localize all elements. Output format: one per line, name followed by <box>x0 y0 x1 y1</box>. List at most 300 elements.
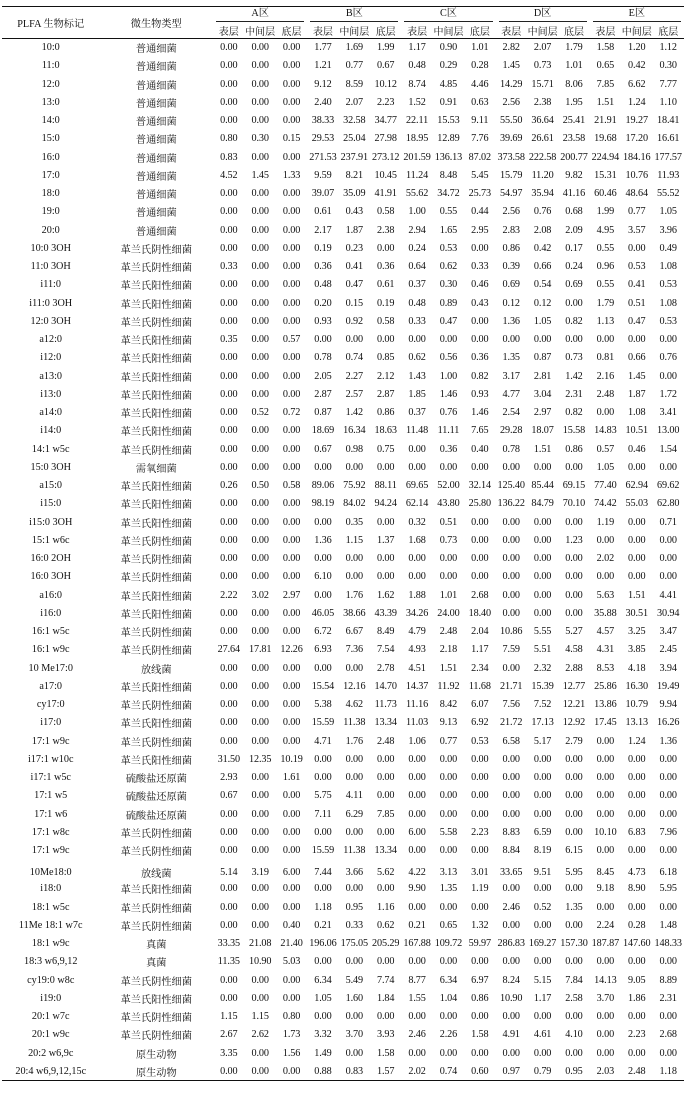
value-cell: 0.00 <box>471 553 489 565</box>
value-cell: 0.77 <box>439 735 458 747</box>
value-cell: 125.40 <box>497 480 525 492</box>
value-cell: 87.02 <box>468 151 492 163</box>
value-cell: 1.20 <box>628 42 646 54</box>
value-cell: 0.00 <box>220 808 238 820</box>
value-cell: 14.37 <box>405 680 429 692</box>
header-layer: 表层 <box>595 26 616 38</box>
table-row <box>2 623 684 641</box>
value-cell: 0.00 <box>596 534 615 546</box>
value-cell: 0.00 <box>282 297 301 309</box>
value-cell: 1.18 <box>659 1065 677 1077</box>
value-cell: 0.67 <box>376 60 395 72</box>
value-cell: 0.00 <box>439 553 458 565</box>
value-cell: 0.00 <box>565 607 583 619</box>
value-cell: 0.57 <box>596 443 615 455</box>
value-cell: 4.52 <box>220 169 238 181</box>
type-cell: 革兰氏阳性细菌 <box>120 299 192 311</box>
value-cell: 0.00 <box>408 790 426 802</box>
value-cell: 0.00 <box>596 772 615 784</box>
value-cell: 0.44 <box>471 206 489 218</box>
value-cell: 18.41 <box>656 115 680 127</box>
marker-cell: i13:0 <box>40 388 62 400</box>
value-cell: 0.61 <box>376 279 395 291</box>
value-cell: 2.93 <box>220 772 238 784</box>
value-cell: 14.83 <box>594 425 617 437</box>
value-cell: 7.11 <box>314 808 332 820</box>
type-cell: 革兰氏阳性细菌 <box>120 409 192 421</box>
value-cell: 5.51 <box>533 644 552 656</box>
value-cell: 2.23 <box>376 96 395 108</box>
value-cell: 7.85 <box>376 808 395 820</box>
value-cell: 0.33 <box>471 261 489 273</box>
value-cell: 2.87 <box>314 388 332 400</box>
value-cell: 0.00 <box>282 607 301 619</box>
value-cell: 35.88 <box>594 607 617 619</box>
value-cell: 0.00 <box>502 534 520 546</box>
value-cell: 1.49 <box>314 1047 332 1059</box>
table-row <box>2 750 684 768</box>
value-cell: 1.17 <box>533 992 552 1004</box>
marker-cell: 18:0 <box>41 188 60 200</box>
value-cell: 2.97 <box>282 589 301 601</box>
value-cell: 0.00 <box>220 42 238 54</box>
value-cell: 0.36 <box>471 352 489 364</box>
value-cell: 11.20 <box>531 169 554 181</box>
value-cell: 0.00 <box>565 790 583 802</box>
value-cell: 6.29 <box>345 808 364 820</box>
value-cell: 0.00 <box>628 1011 646 1023</box>
value-cell: 0.00 <box>282 370 301 382</box>
value-cell: 0.00 <box>596 334 615 346</box>
value-cell: 94.24 <box>374 498 397 510</box>
value-cell: 0.00 <box>439 790 458 802</box>
value-cell: 0.00 <box>659 901 677 913</box>
value-cell: 4.85 <box>439 78 458 90</box>
value-cell: 3.13 <box>439 866 458 878</box>
value-cell: 0.00 <box>596 407 615 419</box>
value-cell: 17.20 <box>625 133 648 145</box>
value-cell: 8.90 <box>628 883 646 895</box>
value-cell: 3.02 <box>251 589 269 601</box>
value-cell: 0.00 <box>565 553 583 565</box>
table-row <box>2 239 684 257</box>
marker-cell: 17:1 w6 <box>34 808 68 820</box>
value-cell: 0.00 <box>251 883 269 895</box>
value-cell: 21.08 <box>248 938 272 950</box>
value-cell: 0.00 <box>502 1011 520 1023</box>
value-cell: 177.57 <box>654 151 682 163</box>
marker-cell: 20:1 w7c <box>31 1011 70 1023</box>
value-cell: 0.79 <box>533 1065 552 1077</box>
header-layer: 底层 <box>563 26 584 38</box>
type-cell: 革兰氏阴性细菌 <box>120 573 192 585</box>
value-cell: 1.05 <box>659 206 677 218</box>
value-cell: 0.80 <box>282 1011 301 1023</box>
value-cell: 1.58 <box>376 1047 395 1059</box>
table-row <box>2 57 684 75</box>
type-cell: 革兰氏阴性细菌 <box>120 536 192 548</box>
value-cell: 0.00 <box>282 992 301 1004</box>
value-cell: 29.53 <box>311 133 335 145</box>
value-cell: 0.00 <box>376 242 395 254</box>
table-row <box>2 568 684 586</box>
value-cell: 0.30 <box>439 279 458 291</box>
value-cell: 0.00 <box>439 808 458 820</box>
value-cell: 2.48 <box>439 626 458 638</box>
value-cell: 0.00 <box>565 883 583 895</box>
table-row <box>2 531 684 549</box>
value-cell: 3.93 <box>376 1029 395 1041</box>
marker-cell: 17:1 w9c <box>31 845 70 857</box>
value-cell: 0.56 <box>439 352 458 364</box>
value-cell: 84.79 <box>531 498 554 510</box>
type-cell: 革兰氏阴性细菌 <box>120 263 192 275</box>
value-cell: 1.77 <box>314 42 332 54</box>
value-cell: 0.82 <box>471 370 489 382</box>
value-cell: 1.05 <box>596 461 615 473</box>
value-cell: 7.59 <box>502 644 520 656</box>
value-cell: 2.31 <box>565 388 583 400</box>
value-cell: 0.00 <box>471 461 489 473</box>
value-cell: 0.19 <box>314 242 332 254</box>
value-cell: 0.00 <box>220 680 238 692</box>
value-cell: 1.85 <box>408 388 426 400</box>
value-cell: 0.00 <box>251 352 269 364</box>
value-cell: 4.61 <box>533 1029 552 1041</box>
value-cell: 25.80 <box>468 498 492 510</box>
value-cell: 41.91 <box>374 188 397 200</box>
value-cell: 273.12 <box>371 151 400 163</box>
marker-cell: a12:0 <box>39 334 63 346</box>
value-cell: 34.72 <box>437 188 460 200</box>
value-cell: 196.06 <box>309 938 337 950</box>
value-cell: 157.30 <box>560 938 588 950</box>
value-cell: 0.00 <box>408 901 426 913</box>
value-cell: 0.00 <box>282 388 301 400</box>
marker-cell: i17:1 w5c <box>30 772 71 784</box>
value-cell: 2.46 <box>408 1029 426 1041</box>
value-cell: 0.00 <box>471 571 489 583</box>
value-cell: 2.12 <box>376 370 395 382</box>
value-cell: 15.59 <box>311 717 335 729</box>
value-cell: 0.33 <box>345 919 364 931</box>
value-cell: 8.84 <box>502 845 520 857</box>
value-cell: 1.46 <box>439 388 458 400</box>
value-cell: 1.88 <box>408 589 426 601</box>
table-row <box>2 349 684 367</box>
value-cell: 0.46 <box>628 443 646 455</box>
value-cell: 6.67 <box>345 626 364 638</box>
value-cell: 12.35 <box>248 753 272 765</box>
value-cell: 6.72 <box>314 626 332 638</box>
value-cell: 7.74 <box>376 974 395 986</box>
value-cell: 2.82 <box>502 42 520 54</box>
value-cell: 0.00 <box>376 516 395 528</box>
value-cell: 2.05 <box>314 370 332 382</box>
value-cell: 0.24 <box>565 261 583 273</box>
value-cell: 2.56 <box>502 206 520 218</box>
value-cell: 6.34 <box>439 974 458 986</box>
type-cell: 原生动物 <box>135 1049 177 1061</box>
value-cell: 14.70 <box>374 680 397 692</box>
value-cell: 0.00 <box>220 699 238 711</box>
value-cell: 0.00 <box>345 772 364 784</box>
value-cell: 0.86 <box>502 242 520 254</box>
value-cell: 0.00 <box>502 589 520 601</box>
value-cell: 16.61 <box>656 133 680 145</box>
value-cell: 0.35 <box>345 516 364 528</box>
header-layer: 表层 <box>218 26 239 38</box>
value-cell: 0.00 <box>220 992 238 1004</box>
value-cell: 0.00 <box>376 461 395 473</box>
value-cell: 7.36 <box>345 644 364 656</box>
value-cell: 0.00 <box>628 553 646 565</box>
value-cell: 0.00 <box>314 553 332 565</box>
marker-cell: i15:0 <box>40 498 62 510</box>
value-cell: 12.21 <box>562 699 586 711</box>
value-cell: 0.00 <box>502 790 520 802</box>
value-cell: 2.62 <box>251 1029 269 1041</box>
value-cell: 9.59 <box>314 169 332 181</box>
type-cell: 放线菌 <box>140 664 172 676</box>
table-body <box>2 39 684 1081</box>
value-cell: 0.46 <box>471 279 489 291</box>
value-cell: 0.00 <box>220 352 238 364</box>
value-cell: 11.48 <box>406 425 429 437</box>
value-cell: 373.58 <box>497 151 525 163</box>
value-cell: 167.88 <box>403 938 431 950</box>
value-cell: 0.21 <box>314 919 332 931</box>
value-cell: 169.27 <box>528 938 557 950</box>
value-cell: 0.00 <box>251 1065 269 1077</box>
value-cell: 0.53 <box>659 279 677 291</box>
value-cell: 0.49 <box>659 242 677 254</box>
value-cell: 0.75 <box>376 443 395 455</box>
value-cell: 0.78 <box>502 443 520 455</box>
value-cell: 0.00 <box>251 206 269 218</box>
value-cell: 15.71 <box>531 78 554 90</box>
value-cell: 1.08 <box>659 261 677 273</box>
value-cell: 1.08 <box>628 407 646 419</box>
value-cell: 0.00 <box>314 662 332 674</box>
value-cell: 0.00 <box>596 571 615 583</box>
marker-cell: a13:0 <box>39 370 63 382</box>
value-cell: 0.00 <box>502 571 520 583</box>
value-cell: 10.79 <box>625 699 648 711</box>
value-cell: 0.12 <box>533 297 552 309</box>
value-cell: 237.91 <box>340 151 369 163</box>
type-cell: 革兰氏阴性细菌 <box>120 737 192 749</box>
value-cell: 1.15 <box>345 534 364 546</box>
value-cell: 2.38 <box>533 96 552 108</box>
value-cell: 0.52 <box>251 407 269 419</box>
value-cell: 1.43 <box>408 370 426 382</box>
value-cell: 0.00 <box>376 772 395 784</box>
value-cell: 0.00 <box>659 571 677 583</box>
value-cell: 0.00 <box>345 956 364 968</box>
value-cell: 0.00 <box>251 534 269 546</box>
value-cell: 0.71 <box>659 516 677 528</box>
value-cell: 3.96 <box>659 224 677 236</box>
value-cell: 1.05 <box>533 315 552 327</box>
value-cell: 0.00 <box>282 662 301 674</box>
type-cell: 需氧细菌 <box>135 463 177 475</box>
value-cell: 0.00 <box>596 1047 615 1059</box>
type-cell: 革兰氏阳性细菌 <box>120 755 192 767</box>
value-cell: 0.00 <box>220 224 238 236</box>
value-cell: 0.82 <box>565 315 583 327</box>
value-cell: 1.23 <box>565 534 583 546</box>
value-cell: 5.95 <box>565 866 583 878</box>
value-cell: 21.71 <box>500 680 523 692</box>
value-cell: 0.00 <box>596 1029 615 1041</box>
type-cell: 革兰氏阴性细菌 <box>120 847 192 859</box>
value-cell: 200.77 <box>560 151 588 163</box>
value-cell: 0.92 <box>345 315 364 327</box>
table-row <box>2 404 684 422</box>
value-cell: 0.00 <box>345 662 364 674</box>
value-cell: 88.11 <box>374 480 397 492</box>
table-row <box>2 935 684 953</box>
value-cell: 1.72 <box>659 388 677 400</box>
value-cell: 224.94 <box>591 151 620 163</box>
value-cell: 5.58 <box>439 826 458 838</box>
value-cell: 0.00 <box>282 443 301 455</box>
value-cell: 0.00 <box>471 1011 489 1023</box>
value-cell: 24.00 <box>437 607 460 619</box>
value-cell: 0.00 <box>220 919 238 931</box>
value-cell: 1.19 <box>471 883 489 895</box>
value-cell: 0.00 <box>345 883 364 895</box>
value-cell: 1.15 <box>251 1011 269 1023</box>
value-cell: 10.90 <box>248 956 272 968</box>
value-cell: 2.08 <box>533 224 552 236</box>
value-cell: 0.00 <box>502 919 520 931</box>
value-cell: 0.00 <box>251 443 269 455</box>
value-cell: 0.00 <box>628 516 646 528</box>
marker-cell: 10Me18:0 <box>29 866 72 878</box>
value-cell: 0.00 <box>345 553 364 565</box>
value-cell: 0.00 <box>628 242 646 254</box>
value-cell: 0.00 <box>439 461 458 473</box>
value-cell: 17.81 <box>248 644 272 656</box>
value-cell: 0.43 <box>345 206 364 218</box>
table-row <box>2 312 684 330</box>
value-cell: 0.00 <box>220 901 238 913</box>
table-row <box>2 166 684 184</box>
type-cell: 革兰氏阴性细菌 <box>120 1031 192 1043</box>
value-cell: 0.72 <box>282 407 301 419</box>
marker-cell: i17:1 w10c <box>27 753 74 765</box>
value-cell: 9.12 <box>314 78 332 90</box>
value-cell: 11.03 <box>406 717 429 729</box>
value-cell: 1.95 <box>565 96 583 108</box>
type-cell: 革兰氏阴性细菌 <box>120 555 192 567</box>
value-cell: 0.00 <box>220 206 238 218</box>
value-cell: 0.41 <box>628 279 646 291</box>
value-cell: 48.64 <box>625 188 648 200</box>
value-cell: 0.00 <box>345 753 364 765</box>
marker-cell: 10:0 3OH <box>30 242 71 254</box>
value-cell: 0.69 <box>502 279 520 291</box>
table-row <box>2 550 684 568</box>
value-cell: 11.68 <box>468 680 491 692</box>
value-cell: 0.00 <box>314 772 332 784</box>
header-layer: 中间层 <box>245 26 276 38</box>
value-cell: 0.00 <box>502 662 520 674</box>
value-cell: 11.93 <box>657 169 680 181</box>
value-cell: 0.00 <box>439 956 458 968</box>
value-cell: 16.30 <box>625 680 648 692</box>
value-cell: 21.72 <box>500 717 523 729</box>
value-cell: 1.00 <box>439 370 458 382</box>
value-cell: 11.73 <box>374 699 397 711</box>
value-cell: 0.00 <box>282 96 301 108</box>
value-cell: 0.00 <box>251 78 269 90</box>
value-cell: 2.38 <box>376 224 395 236</box>
value-cell: 62.80 <box>656 498 680 510</box>
value-cell: 6.92 <box>471 717 489 729</box>
value-cell: 15.54 <box>311 680 335 692</box>
value-cell: 0.00 <box>282 279 301 291</box>
value-cell: 0.00 <box>345 571 364 583</box>
header-zone-e: E区 <box>590 7 684 23</box>
value-cell: 0.00 <box>282 571 301 583</box>
value-cell: 4.22 <box>408 866 426 878</box>
value-cell: 2.03 <box>596 1065 615 1077</box>
value-cell: 2.18 <box>439 644 458 656</box>
value-cell: 0.00 <box>251 974 269 986</box>
value-cell: 4.95 <box>596 224 615 236</box>
type-cell: 革兰氏阴性细菌 <box>120 903 192 915</box>
value-cell: 0.00 <box>220 553 238 565</box>
value-cell: 0.86 <box>471 992 489 1004</box>
type-cell: 普通细菌 <box>135 98 177 110</box>
marker-cell: 16:0 2OH <box>30 553 71 565</box>
value-cell: 0.64 <box>408 261 426 273</box>
value-cell: 0.00 <box>533 956 552 968</box>
value-cell: 2.24 <box>596 919 615 931</box>
value-cell: 3.66 <box>345 866 364 878</box>
value-cell: 36.64 <box>531 115 554 127</box>
value-cell: 0.00 <box>502 883 520 895</box>
value-cell: 0.00 <box>628 334 646 346</box>
value-cell: 0.00 <box>282 151 301 163</box>
value-cell: 0.00 <box>251 388 269 400</box>
value-cell: 0.00 <box>659 334 677 346</box>
value-cell: 1.36 <box>314 534 332 546</box>
value-cell: 0.28 <box>471 60 489 72</box>
value-cell: 0.00 <box>220 407 238 419</box>
value-cell: 1.79 <box>565 42 583 54</box>
value-cell: 109.72 <box>434 938 463 950</box>
marker-cell: cy17:0 <box>36 699 65 711</box>
value-cell: 10.51 <box>625 425 648 437</box>
type-cell: 革兰氏阳性细菌 <box>120 281 192 293</box>
value-cell: 1.36 <box>659 735 677 747</box>
value-cell: 5.45 <box>471 169 489 181</box>
value-cell: 3.04 <box>533 388 552 400</box>
value-cell: 0.73 <box>565 352 583 364</box>
header-type: 微生物类型 <box>130 19 182 30</box>
value-cell: 0.00 <box>502 516 520 528</box>
value-cell: 6.18 <box>659 866 677 878</box>
value-cell: 0.53 <box>439 242 458 254</box>
value-cell: 0.00 <box>471 315 489 327</box>
value-cell: 0.00 <box>282 516 301 528</box>
value-cell: 0.47 <box>628 315 646 327</box>
value-cell: 0.00 <box>220 1065 238 1077</box>
